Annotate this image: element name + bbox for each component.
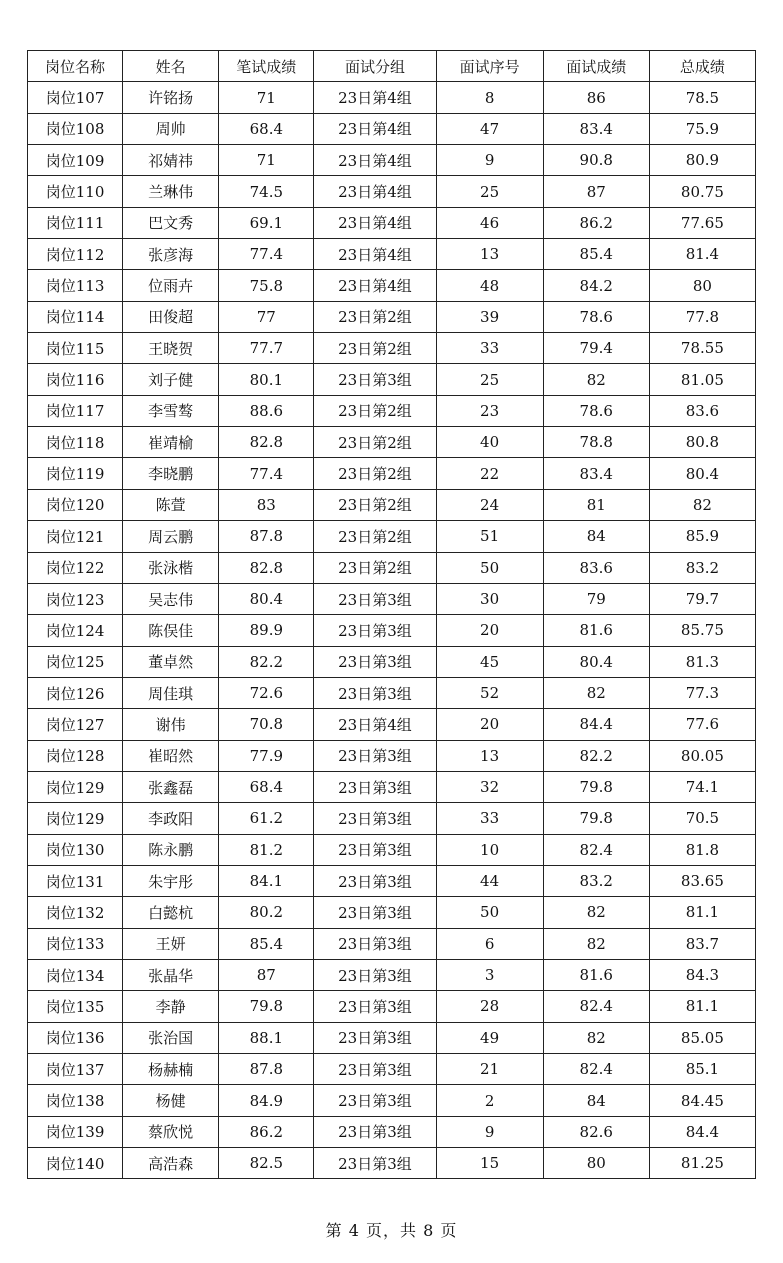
cell-total-score: 83.6 bbox=[649, 395, 755, 426]
cell-written-score: 71 bbox=[219, 82, 314, 113]
table-row bbox=[28, 803, 756, 834]
table-row bbox=[28, 145, 756, 176]
cell-written-score: 71 bbox=[219, 145, 314, 176]
cell-interview-group: 23日第2组 bbox=[314, 395, 436, 426]
cell-interview-group: 23日第2组 bbox=[314, 427, 436, 458]
table-row bbox=[28, 709, 756, 740]
page-footer: 第 4 页，共 8 页 bbox=[325, 1221, 458, 1240]
cell-name: 白懿杭 bbox=[123, 897, 219, 928]
cell-written-score: 77.4 bbox=[219, 239, 314, 270]
cell-interview-order: 25 bbox=[436, 176, 543, 207]
cell-name: 周帅 bbox=[123, 113, 219, 144]
cell-name: 张鑫磊 bbox=[123, 771, 219, 802]
table-row bbox=[28, 176, 756, 207]
cell-total-score: 75.9 bbox=[649, 113, 755, 144]
cell-position: 岗位123 bbox=[28, 583, 123, 614]
cell-name: 张泳楷 bbox=[123, 552, 219, 583]
cell-name: 崔昭然 bbox=[123, 740, 219, 771]
cell-position: 岗位129 bbox=[28, 803, 123, 834]
cell-written-score: 86.2 bbox=[219, 1116, 314, 1147]
table-row bbox=[28, 583, 756, 614]
cell-written-score: 83 bbox=[219, 489, 314, 520]
cell-total-score: 80.9 bbox=[649, 145, 755, 176]
table-row bbox=[28, 959, 756, 990]
cell-total-score: 81.3 bbox=[649, 646, 755, 677]
cell-interview-group: 23日第4组 bbox=[314, 270, 436, 301]
cell-position: 岗位115 bbox=[28, 333, 123, 364]
cell-position: 岗位134 bbox=[28, 959, 123, 990]
cell-written-score: 88.6 bbox=[219, 395, 314, 426]
cell-position: 岗位129 bbox=[28, 771, 123, 802]
cell-interview-score: 86.2 bbox=[543, 207, 649, 238]
cell-written-score: 85.4 bbox=[219, 928, 314, 959]
cell-written-score: 80.2 bbox=[219, 897, 314, 928]
cell-total-score: 80.75 bbox=[649, 176, 755, 207]
cell-name: 田俊超 bbox=[123, 301, 219, 332]
cell-interview-order: 49 bbox=[436, 1022, 543, 1053]
cell-interview-order: 2 bbox=[436, 1085, 543, 1116]
cell-written-score: 77.4 bbox=[219, 458, 314, 489]
cell-interview-group: 23日第3组 bbox=[314, 1116, 436, 1147]
cell-position: 岗位131 bbox=[28, 865, 123, 896]
cell-interview-score: 83.4 bbox=[543, 113, 649, 144]
table-row bbox=[28, 82, 756, 113]
cell-position: 岗位124 bbox=[28, 615, 123, 646]
cell-total-score: 83.65 bbox=[649, 865, 755, 896]
cell-position: 岗位120 bbox=[28, 489, 123, 520]
cell-interview-order: 32 bbox=[436, 771, 543, 802]
cell-interview-group: 23日第3组 bbox=[314, 364, 436, 395]
table-row bbox=[28, 1148, 756, 1179]
table-row bbox=[28, 615, 756, 646]
cell-position: 岗位139 bbox=[28, 1116, 123, 1147]
cell-position: 岗位107 bbox=[28, 82, 123, 113]
cell-written-score: 75.8 bbox=[219, 270, 314, 301]
cell-total-score: 85.75 bbox=[649, 615, 755, 646]
cell-interview-score: 84.2 bbox=[543, 270, 649, 301]
cell-position: 岗位112 bbox=[28, 239, 123, 270]
table-row bbox=[28, 1085, 756, 1116]
cell-interview-group: 23日第3组 bbox=[314, 803, 436, 834]
cell-interview-score: 84 bbox=[543, 521, 649, 552]
cell-interview-order: 33 bbox=[436, 333, 543, 364]
table-row bbox=[28, 458, 756, 489]
cell-interview-order: 9 bbox=[436, 145, 543, 176]
cell-interview-group: 23日第3组 bbox=[314, 583, 436, 614]
cell-interview-score: 79.8 bbox=[543, 803, 649, 834]
cell-interview-score: 82 bbox=[543, 364, 649, 395]
table-row bbox=[28, 521, 756, 552]
cell-name: 李晓鹏 bbox=[123, 458, 219, 489]
cell-position: 岗位132 bbox=[28, 897, 123, 928]
cell-name: 王晓贺 bbox=[123, 333, 219, 364]
table-row bbox=[28, 834, 756, 865]
cell-interview-score: 78.6 bbox=[543, 395, 649, 426]
cell-interview-score: 78.6 bbox=[543, 301, 649, 332]
cell-name: 张治国 bbox=[123, 1022, 219, 1053]
cell-interview-group: 23日第4组 bbox=[314, 239, 436, 270]
cell-total-score: 85.05 bbox=[649, 1022, 755, 1053]
table-row bbox=[28, 333, 756, 364]
cell-interview-score: 79.4 bbox=[543, 333, 649, 364]
cell-interview-order: 25 bbox=[436, 364, 543, 395]
cell-total-score: 77.65 bbox=[649, 207, 755, 238]
cell-position: 岗位110 bbox=[28, 176, 123, 207]
cell-written-score: 79.8 bbox=[219, 991, 314, 1022]
cell-total-score: 84.4 bbox=[649, 1116, 755, 1147]
cell-total-score: 83.2 bbox=[649, 552, 755, 583]
cell-name: 李政阳 bbox=[123, 803, 219, 834]
cell-written-score: 82.5 bbox=[219, 1148, 314, 1179]
table-row bbox=[28, 865, 756, 896]
cell-name: 陈永鹏 bbox=[123, 834, 219, 865]
cell-position: 岗位121 bbox=[28, 521, 123, 552]
cell-interview-order: 48 bbox=[436, 270, 543, 301]
cell-total-score: 81.1 bbox=[649, 991, 755, 1022]
cell-interview-group: 23日第3组 bbox=[314, 865, 436, 896]
cell-interview-order: 20 bbox=[436, 709, 543, 740]
table-row bbox=[28, 552, 756, 583]
cell-interview-group: 23日第2组 bbox=[314, 521, 436, 552]
cell-interview-score: 83.4 bbox=[543, 458, 649, 489]
cell-interview-group: 23日第3组 bbox=[314, 991, 436, 1022]
cell-interview-order: 6 bbox=[436, 928, 543, 959]
cell-interview-group: 23日第3组 bbox=[314, 1022, 436, 1053]
cell-name: 位雨卉 bbox=[123, 270, 219, 301]
cell-position: 岗位133 bbox=[28, 928, 123, 959]
cell-name: 杨健 bbox=[123, 1085, 219, 1116]
cell-interview-group: 23日第3组 bbox=[314, 834, 436, 865]
cell-interview-group: 23日第4组 bbox=[314, 709, 436, 740]
cell-interview-order: 22 bbox=[436, 458, 543, 489]
header-interview-order: 面试序号 bbox=[436, 51, 543, 82]
cell-position: 岗位117 bbox=[28, 395, 123, 426]
cell-interview-group: 23日第4组 bbox=[314, 113, 436, 144]
cell-total-score: 84.3 bbox=[649, 959, 755, 990]
cell-position: 岗位137 bbox=[28, 1054, 123, 1085]
cell-written-score: 84.1 bbox=[219, 865, 314, 896]
cell-interview-score: 81.6 bbox=[543, 615, 649, 646]
table-row bbox=[28, 771, 756, 802]
cell-interview-group: 23日第4组 bbox=[314, 82, 436, 113]
cell-interview-group: 23日第2组 bbox=[314, 458, 436, 489]
cell-name: 张彦海 bbox=[123, 239, 219, 270]
cell-name: 陈萱 bbox=[123, 489, 219, 520]
cell-name: 周佳琪 bbox=[123, 677, 219, 708]
cell-total-score: 81.4 bbox=[649, 239, 755, 270]
cell-total-score: 70.5 bbox=[649, 803, 755, 834]
cell-interview-group: 23日第3组 bbox=[314, 740, 436, 771]
cell-interview-group: 23日第3组 bbox=[314, 677, 436, 708]
cell-interview-group: 23日第4组 bbox=[314, 207, 436, 238]
cell-interview-score: 78.8 bbox=[543, 427, 649, 458]
cell-name: 巴文秀 bbox=[123, 207, 219, 238]
cell-interview-group: 23日第3组 bbox=[314, 928, 436, 959]
table-row bbox=[28, 646, 756, 677]
cell-name: 周云鹏 bbox=[123, 521, 219, 552]
cell-written-score: 89.9 bbox=[219, 615, 314, 646]
cell-interview-order: 40 bbox=[436, 427, 543, 458]
cell-total-score: 77.8 bbox=[649, 301, 755, 332]
score-table bbox=[27, 50, 756, 1179]
cell-name: 朱宇彤 bbox=[123, 865, 219, 896]
cell-written-score: 68.4 bbox=[219, 771, 314, 802]
cell-total-score: 82 bbox=[649, 489, 755, 520]
cell-total-score: 85.1 bbox=[649, 1054, 755, 1085]
cell-interview-score: 82 bbox=[543, 928, 649, 959]
cell-name: 崔靖榆 bbox=[123, 427, 219, 458]
cell-position: 岗位125 bbox=[28, 646, 123, 677]
cell-name: 李雪骜 bbox=[123, 395, 219, 426]
cell-interview-group: 23日第3组 bbox=[314, 771, 436, 802]
cell-interview-order: 24 bbox=[436, 489, 543, 520]
cell-name: 兰琳伟 bbox=[123, 176, 219, 207]
cell-position: 岗位108 bbox=[28, 113, 123, 144]
cell-total-score: 80.8 bbox=[649, 427, 755, 458]
cell-position: 岗位138 bbox=[28, 1085, 123, 1116]
cell-interview-order: 30 bbox=[436, 583, 543, 614]
cell-name: 杨赫楠 bbox=[123, 1054, 219, 1085]
table-header-row bbox=[28, 51, 756, 82]
table-row bbox=[28, 991, 756, 1022]
cell-position: 岗位122 bbox=[28, 552, 123, 583]
cell-written-score: 77.9 bbox=[219, 740, 314, 771]
table-row bbox=[28, 897, 756, 928]
cell-interview-score: 82.4 bbox=[543, 1054, 649, 1085]
table-row bbox=[28, 740, 756, 771]
cell-interview-score: 87 bbox=[543, 176, 649, 207]
cell-position: 岗位118 bbox=[28, 427, 123, 458]
table-row bbox=[28, 677, 756, 708]
cell-interview-order: 28 bbox=[436, 991, 543, 1022]
header-interview-score: 面试成绩 bbox=[543, 51, 649, 82]
cell-interview-score: 82 bbox=[543, 897, 649, 928]
cell-name: 祁婧祎 bbox=[123, 145, 219, 176]
cell-interview-group: 23日第2组 bbox=[314, 552, 436, 583]
cell-interview-score: 86 bbox=[543, 82, 649, 113]
cell-interview-score: 83.6 bbox=[543, 552, 649, 583]
cell-interview-order: 33 bbox=[436, 803, 543, 834]
cell-interview-score: 81.6 bbox=[543, 959, 649, 990]
cell-interview-order: 46 bbox=[436, 207, 543, 238]
cell-interview-group: 23日第2组 bbox=[314, 489, 436, 520]
cell-written-score: 82.8 bbox=[219, 427, 314, 458]
cell-written-score: 87.8 bbox=[219, 1054, 314, 1085]
cell-interview-score: 80.4 bbox=[543, 646, 649, 677]
cell-position: 岗位116 bbox=[28, 364, 123, 395]
cell-total-score: 85.9 bbox=[649, 521, 755, 552]
cell-name: 许铭扬 bbox=[123, 82, 219, 113]
table-row bbox=[28, 301, 756, 332]
cell-interview-order: 9 bbox=[436, 1116, 543, 1147]
cell-written-score: 74.5 bbox=[219, 176, 314, 207]
cell-total-score: 77.3 bbox=[649, 677, 755, 708]
cell-interview-order: 45 bbox=[436, 646, 543, 677]
cell-interview-order: 50 bbox=[436, 552, 543, 583]
cell-total-score: 77.6 bbox=[649, 709, 755, 740]
cell-written-score: 87.8 bbox=[219, 521, 314, 552]
cell-interview-order: 50 bbox=[436, 897, 543, 928]
cell-interview-order: 13 bbox=[436, 740, 543, 771]
cell-interview-score: 85.4 bbox=[543, 239, 649, 270]
cell-interview-score: 80 bbox=[543, 1148, 649, 1179]
cell-total-score: 81.8 bbox=[649, 834, 755, 865]
cell-interview-group: 23日第2组 bbox=[314, 301, 436, 332]
cell-name: 张晶华 bbox=[123, 959, 219, 990]
cell-interview-group: 23日第4组 bbox=[314, 176, 436, 207]
cell-written-score: 81.2 bbox=[219, 834, 314, 865]
cell-interview-score: 82 bbox=[543, 677, 649, 708]
cell-interview-order: 8 bbox=[436, 82, 543, 113]
cell-interview-score: 79.8 bbox=[543, 771, 649, 802]
table-row bbox=[28, 489, 756, 520]
cell-position: 岗位113 bbox=[28, 270, 123, 301]
cell-total-score: 83.7 bbox=[649, 928, 755, 959]
cell-name: 王妍 bbox=[123, 928, 219, 959]
cell-total-score: 79.7 bbox=[649, 583, 755, 614]
cell-name: 谢伟 bbox=[123, 709, 219, 740]
cell-position: 岗位130 bbox=[28, 834, 123, 865]
cell-written-score: 72.6 bbox=[219, 677, 314, 708]
cell-interview-order: 47 bbox=[436, 113, 543, 144]
cell-written-score: 88.1 bbox=[219, 1022, 314, 1053]
cell-written-score: 80.1 bbox=[219, 364, 314, 395]
cell-interview-order: 10 bbox=[436, 834, 543, 865]
cell-interview-order: 23 bbox=[436, 395, 543, 426]
cell-written-score: 77.7 bbox=[219, 333, 314, 364]
cell-interview-order: 13 bbox=[436, 239, 543, 270]
cell-interview-score: 82.2 bbox=[543, 740, 649, 771]
cell-interview-score: 82 bbox=[543, 1022, 649, 1053]
table-row bbox=[28, 113, 756, 144]
table-row bbox=[28, 395, 756, 426]
table-row bbox=[28, 1022, 756, 1053]
table-row bbox=[28, 207, 756, 238]
cell-total-score: 81.05 bbox=[649, 364, 755, 395]
header-written-score: 笔试成绩 bbox=[219, 51, 314, 82]
cell-total-score: 78.5 bbox=[649, 82, 755, 113]
cell-position: 岗位126 bbox=[28, 677, 123, 708]
cell-written-score: 82.8 bbox=[219, 552, 314, 583]
cell-interview-group: 23日第4组 bbox=[314, 145, 436, 176]
cell-total-score: 78.55 bbox=[649, 333, 755, 364]
table-body bbox=[28, 82, 756, 1179]
cell-interview-group: 23日第3组 bbox=[314, 646, 436, 677]
cell-name: 董卓然 bbox=[123, 646, 219, 677]
cell-name: 刘子健 bbox=[123, 364, 219, 395]
cell-interview-score: 79 bbox=[543, 583, 649, 614]
table-row bbox=[28, 364, 756, 395]
cell-interview-order: 3 bbox=[436, 959, 543, 990]
cell-name: 高浩森 bbox=[123, 1148, 219, 1179]
cell-name: 李静 bbox=[123, 991, 219, 1022]
cell-written-score: 70.8 bbox=[219, 709, 314, 740]
header-position: 岗位名称 bbox=[28, 51, 123, 82]
cell-position: 岗位136 bbox=[28, 1022, 123, 1053]
cell-interview-order: 21 bbox=[436, 1054, 543, 1085]
cell-position: 岗位109 bbox=[28, 145, 123, 176]
cell-interview-score: 83.2 bbox=[543, 865, 649, 896]
cell-written-score: 84.9 bbox=[219, 1085, 314, 1116]
table-row bbox=[28, 427, 756, 458]
table-row bbox=[28, 1054, 756, 1085]
cell-total-score: 81.25 bbox=[649, 1148, 755, 1179]
cell-interview-score: 82.4 bbox=[543, 834, 649, 865]
cell-position: 岗位114 bbox=[28, 301, 123, 332]
cell-name: 蔡欣悦 bbox=[123, 1116, 219, 1147]
cell-total-score: 84.45 bbox=[649, 1085, 755, 1116]
cell-interview-order: 52 bbox=[436, 677, 543, 708]
cell-interview-order: 51 bbox=[436, 521, 543, 552]
cell-interview-group: 23日第3组 bbox=[314, 897, 436, 928]
cell-interview-group: 23日第3组 bbox=[314, 1085, 436, 1116]
cell-interview-score: 81 bbox=[543, 489, 649, 520]
cell-position: 岗位119 bbox=[28, 458, 123, 489]
cell-written-score: 87 bbox=[219, 959, 314, 990]
header-total-score: 总成绩 bbox=[649, 51, 755, 82]
cell-interview-group: 23日第3组 bbox=[314, 1148, 436, 1179]
cell-interview-group: 23日第3组 bbox=[314, 959, 436, 990]
cell-position: 岗位111 bbox=[28, 207, 123, 238]
cell-written-score: 80.4 bbox=[219, 583, 314, 614]
cell-position: 岗位135 bbox=[28, 991, 123, 1022]
cell-position: 岗位140 bbox=[28, 1148, 123, 1179]
cell-name: 陈俣佳 bbox=[123, 615, 219, 646]
cell-total-score: 81.1 bbox=[649, 897, 755, 928]
cell-interview-order: 39 bbox=[436, 301, 543, 332]
cell-interview-score: 82.6 bbox=[543, 1116, 649, 1147]
cell-written-score: 77 bbox=[219, 301, 314, 332]
cell-written-score: 68.4 bbox=[219, 113, 314, 144]
cell-interview-order: 20 bbox=[436, 615, 543, 646]
cell-interview-group: 23日第3组 bbox=[314, 1054, 436, 1085]
cell-interview-score: 84.4 bbox=[543, 709, 649, 740]
cell-total-score: 80.4 bbox=[649, 458, 755, 489]
header-name: 姓名 bbox=[123, 51, 219, 82]
cell-written-score: 69.1 bbox=[219, 207, 314, 238]
table-row bbox=[28, 270, 756, 301]
cell-total-score: 80 bbox=[649, 270, 755, 301]
cell-total-score: 74.1 bbox=[649, 771, 755, 802]
cell-interview-order: 44 bbox=[436, 865, 543, 896]
table-row bbox=[28, 239, 756, 270]
cell-written-score: 61.2 bbox=[219, 803, 314, 834]
cell-interview-group: 23日第3组 bbox=[314, 615, 436, 646]
table-row bbox=[28, 1116, 756, 1147]
cell-name: 吴志伟 bbox=[123, 583, 219, 614]
cell-total-score: 80.05 bbox=[649, 740, 755, 771]
cell-interview-group: 23日第2组 bbox=[314, 333, 436, 364]
cell-interview-score: 84 bbox=[543, 1085, 649, 1116]
table-row bbox=[28, 928, 756, 959]
cell-written-score: 82.2 bbox=[219, 646, 314, 677]
cell-interview-score: 82.4 bbox=[543, 991, 649, 1022]
header-interview-group: 面试分组 bbox=[314, 51, 436, 82]
cell-position: 岗位127 bbox=[28, 709, 123, 740]
cell-interview-order: 15 bbox=[436, 1148, 543, 1179]
cell-interview-score: 90.8 bbox=[543, 145, 649, 176]
cell-position: 岗位128 bbox=[28, 740, 123, 771]
